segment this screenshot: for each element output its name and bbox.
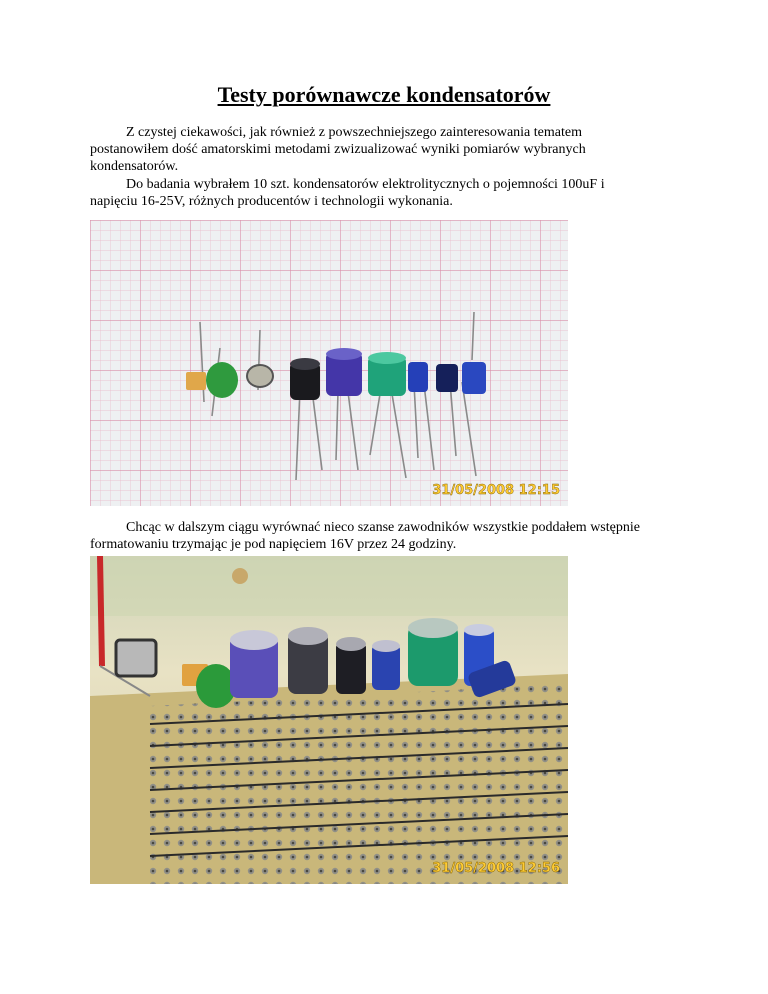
capacitors-on-perfboard-photo [90, 556, 568, 884]
intro-paragraph-text: Z czystej ciekawości, jak również z powszechniejszego zainteresowania tematem postanowiłem dość amatorskimi metodami zwizualizować wyniki pomiarów wybranych kondensatorów. [90, 125, 586, 174]
method-paragraph-text: Do badania wybrałem 10 szt. kondensatorów elektrolitycznych o pojemności 100uF i napięciu 16-25V, różnych producentów i technologii wykonania. [90, 177, 605, 209]
method-paragraph [90, 176, 650, 210]
intro-paragraph [90, 124, 650, 175]
formatting-paragraph-text: Chcąc w dalszym ciągu wyrównać nieco szanse zawodników wszystkie poddałem wstępnie formatowaniu trzymając je pod napięciem 16V przez 24 godziny. [90, 520, 640, 552]
capacitors-on-grid-photo [90, 220, 568, 506]
formatting-paragraph [90, 519, 650, 553]
photo2-timestamp: 31/05/2008 12:56 [432, 861, 560, 876]
photo1-timestamp: 31/05/2008 12:15 [432, 483, 560, 498]
page-title: Testy porównawcze kondensatorów [217, 82, 551, 107]
